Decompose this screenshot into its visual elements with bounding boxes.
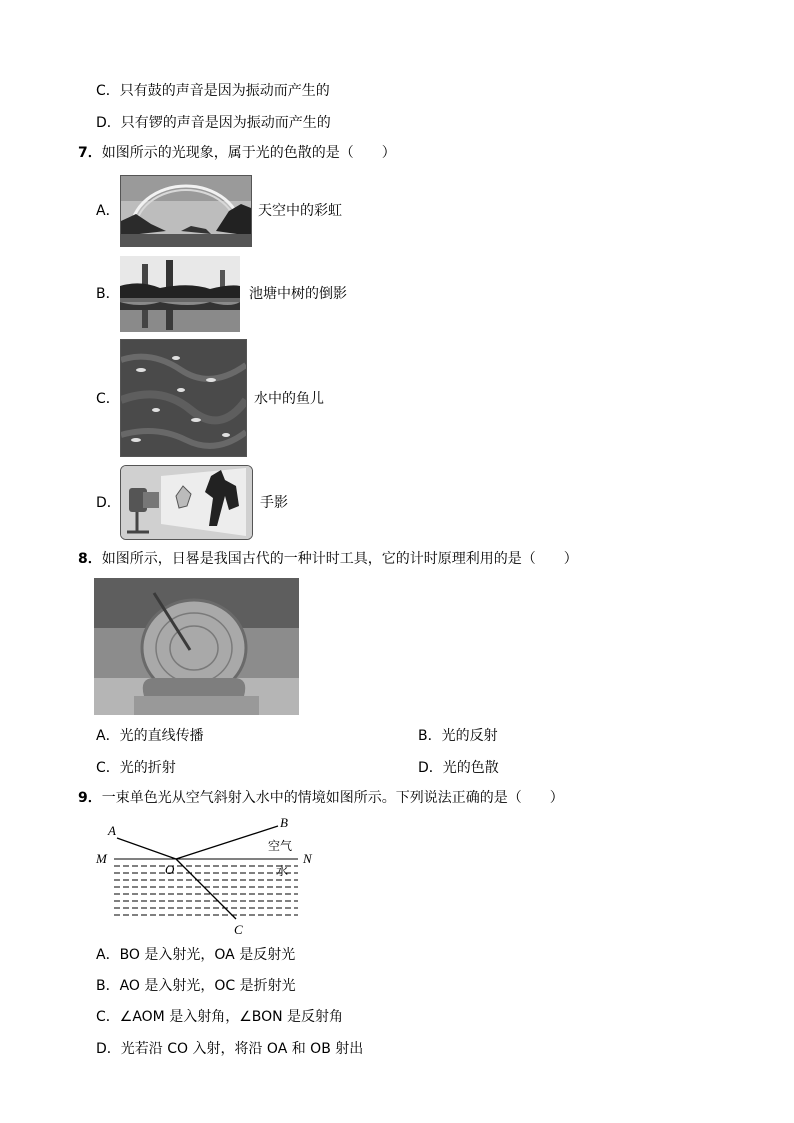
fish-image (120, 339, 247, 457)
sundial-image (94, 578, 299, 715)
label-n: N (303, 851, 312, 866)
q7-option-d-caption: 手影 (260, 495, 288, 511)
label-o: O (165, 862, 175, 877)
q9-option-a: A．BO 是入射光，OA 是反射光 (96, 947, 296, 963)
q8-stem-text: 如图所示，日晷是我国古代的一种计时工具，它的计时原理利用的是（ ） (101, 551, 578, 567)
q9-option-b: B．AO 是入射光，OC 是折射光 (96, 978, 296, 994)
q7-option-d-letter: D． (96, 495, 121, 511)
q7-option-a-caption: 天空中的彩虹 (258, 203, 342, 219)
label-water: 水 (276, 864, 289, 878)
q7-stem (78, 143, 396, 163)
label-a: A (108, 823, 116, 838)
q8-option-b: B．光的反射 (418, 728, 498, 744)
ray-ob (176, 826, 278, 859)
q8-option-a: A．光的直线传播 (96, 728, 204, 744)
q9-option-c: C．∠AOM 是入射角，∠BON 是反射角 (96, 1009, 344, 1025)
q7-stem-text: 如图所示的光现象，属于光的色散的是（ ） (101, 145, 396, 161)
q7-option-c-letter: C． (96, 391, 120, 407)
refraction-diagram (90, 815, 330, 937)
q7-option-b-letter: B． (96, 286, 120, 302)
q8-number: 8． (78, 551, 102, 567)
q6-option-c: C．只有鼓的声音是因为振动而产生的 (96, 83, 330, 99)
label-b: B (280, 815, 288, 830)
q8-option-c: C．光的折射 (96, 760, 176, 776)
pagoda-reflection-image (120, 256, 240, 332)
ray-oc (176, 859, 236, 919)
q7-option-b-caption: 池塘中树的倒影 (249, 286, 347, 302)
ray-ao (117, 838, 176, 859)
q9-number: 9． (78, 790, 102, 806)
q7-option-c-caption: 水中的鱼儿 (254, 391, 324, 407)
q6-option-d: D．只有锣的声音是因为振动而产生的 (96, 115, 331, 131)
rainbow-image (120, 175, 252, 247)
label-air: 空气 (268, 839, 293, 853)
q8-option-d: D．光的色散 (418, 760, 499, 776)
hand-shadow-image (120, 465, 253, 540)
label-c: C (234, 922, 243, 937)
q7-option-a-letter: A． (96, 203, 120, 219)
label-m: M (96, 851, 107, 866)
q7-number: 7． (78, 145, 102, 161)
q9-option-d: D．光若沿 CO 入射，将沿 OA 和 OB 射出 (96, 1041, 364, 1057)
q8-stem (78, 549, 578, 569)
q9-stem (78, 788, 564, 808)
q9-stem-text: 一束单色光从空气斜射入水中的情境如图所示。下列说法正确的是（ ） (101, 790, 564, 806)
